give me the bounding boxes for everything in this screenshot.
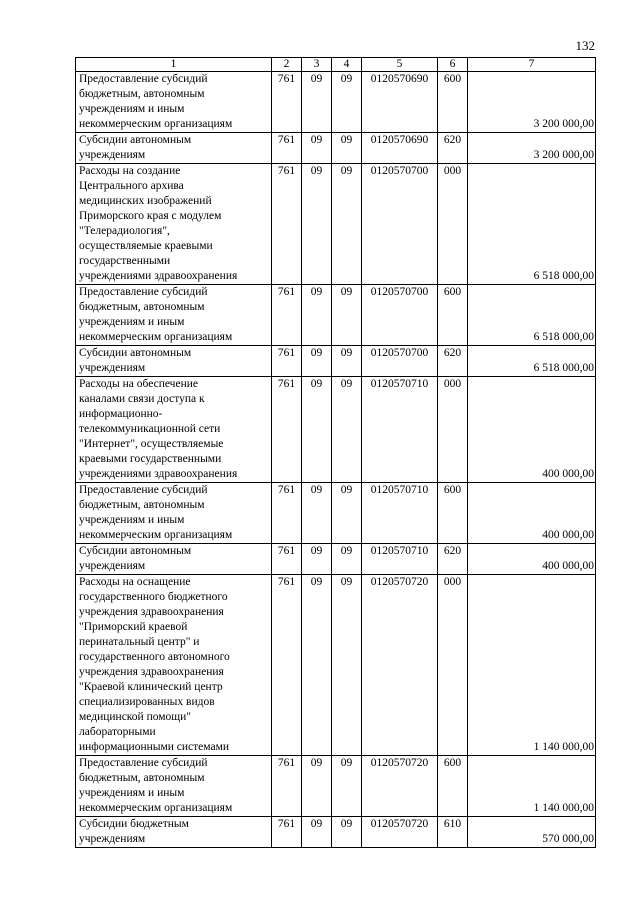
target-article-code-cell: 0120570690 [362,133,438,164]
ministry-code-cell: 761 [272,575,302,756]
table-row [76,756,596,817]
section-code-cell: 09 [302,544,332,575]
row-name-cell: Субсидии автономным учреждениям [76,544,272,575]
subsection-code-cell: 09 [332,133,362,164]
table-row [76,544,596,575]
amount-cell: 1 140 000,00 [468,575,596,756]
page-number: 132 [575,38,595,53]
section-code-cell: 09 [302,756,332,817]
amount-cell: 3 200 000,00 [468,133,596,164]
header-row [76,58,596,72]
header-cell: 3 [302,58,332,72]
subsection-code-cell: 09 [332,483,362,544]
header-cell: 7 [468,58,596,72]
ministry-code-cell: 761 [272,164,302,285]
target-article-code-cell: 0120570710 [362,377,438,483]
ministry-code-cell: 761 [272,133,302,164]
table-row [76,817,596,848]
expense-type-code-cell: 000 [438,377,468,483]
expense-type-code-cell: 600 [438,483,468,544]
ministry-code-cell: 761 [272,72,302,133]
budget-table [75,57,596,848]
target-article-code-cell: 0120570720 [362,575,438,756]
amount-cell: 400 000,00 [468,377,596,483]
expense-type-code-cell: 000 [438,164,468,285]
amount-cell: 400 000,00 [468,544,596,575]
table-row [76,377,596,483]
section-code-cell: 09 [302,575,332,756]
section-code-cell: 09 [302,377,332,483]
target-article-code-cell: 0120570710 [362,483,438,544]
header-cell: 1 [76,58,272,72]
section-code-cell: 09 [302,133,332,164]
subsection-code-cell: 09 [332,817,362,848]
subsection-code-cell: 09 [332,756,362,817]
header-cell: 5 [362,58,438,72]
target-article-code-cell: 0120570700 [362,164,438,285]
row-name-cell: Субсидии автономным учреждениям [76,133,272,164]
amount-cell: 1 140 000,00 [468,756,596,817]
expense-type-code-cell: 000 [438,575,468,756]
expense-type-code-cell: 620 [438,544,468,575]
amount-cell: 400 000,00 [468,483,596,544]
subsection-code-cell: 09 [332,544,362,575]
row-name-cell: Расходы на обеспечение каналами связи доступа к информационно- телекоммуникационной сети "Интернет", осуществляемые краевыми государственными учреждениями здравоохранения [76,377,272,483]
section-code-cell: 09 [302,483,332,544]
ministry-code-cell: 761 [272,817,302,848]
amount-cell: 570 000,00 [468,817,596,848]
section-code-cell: 09 [302,285,332,346]
row-name-cell: Расходы на создание Центрального архива медицинских изображений Приморского края с модулем "Телерадиология", осуществляемые краевыми государственными учреждениями здравоохранения [76,164,272,285]
amount-cell: 6 518 000,00 [468,164,596,285]
target-article-code-cell: 0120570720 [362,756,438,817]
subsection-code-cell: 09 [332,575,362,756]
table-row [76,133,596,164]
table-row [76,483,596,544]
ministry-code-cell: 761 [272,285,302,346]
target-article-code-cell: 0120570700 [362,346,438,377]
ministry-code-cell: 761 [272,756,302,817]
target-article-code-cell: 0120570700 [362,285,438,346]
expense-type-code-cell: 600 [438,285,468,346]
section-code-cell: 09 [302,817,332,848]
table-row [76,72,596,133]
row-name-cell: Расходы на оснащение государственного бюджетного учреждения здравоохранения "Приморский краевой перинатальный центр" и государственного автономного учреждения здравоохранения "Краевой клинический центр специализированных видов медицинской помощи" лабораторными информационными системами [76,575,272,756]
ministry-code-cell: 761 [272,346,302,377]
ministry-code-cell: 761 [272,377,302,483]
row-name-cell: Предоставление субсидий бюджетным, автономным учреждениям и иным некоммерческим организациям [76,72,272,133]
target-article-code-cell: 0120570710 [362,544,438,575]
row-name-cell: Предоставление субсидий бюджетным, автономным учреждениям и иным некоммерческим организациям [76,285,272,346]
subsection-code-cell: 09 [332,346,362,377]
amount-cell: 6 518 000,00 [468,285,596,346]
amount-cell: 6 518 000,00 [468,346,596,377]
table-row [76,164,596,285]
row-name-cell: Предоставление субсидий бюджетным, автономным учреждениям и иным некоммерческим организациям [76,483,272,544]
expense-type-code-cell: 620 [438,346,468,377]
table-row [76,285,596,346]
subsection-code-cell: 09 [332,377,362,483]
target-article-code-cell: 0120570690 [362,72,438,133]
section-code-cell: 09 [302,72,332,133]
expense-type-code-cell: 620 [438,133,468,164]
table-row [76,575,596,756]
expense-type-code-cell: 600 [438,756,468,817]
header-cell: 6 [438,58,468,72]
subsection-code-cell: 09 [332,285,362,346]
section-code-cell: 09 [302,164,332,285]
amount-cell: 3 200 000,00 [468,72,596,133]
section-code-cell: 09 [302,346,332,377]
table-body [76,72,596,848]
ministry-code-cell: 761 [272,544,302,575]
subsection-code-cell: 09 [332,164,362,285]
subsection-code-cell: 09 [332,72,362,133]
target-article-code-cell: 0120570720 [362,817,438,848]
table-row [76,346,596,377]
header-cell: 2 [272,58,302,72]
header-cell: 4 [332,58,362,72]
expense-type-code-cell: 600 [438,72,468,133]
row-name-cell: Субсидии автономным учреждениям [76,346,272,377]
expense-type-code-cell: 610 [438,817,468,848]
row-name-cell: Субсидии бюджетным учреждениям [76,817,272,848]
ministry-code-cell: 761 [272,483,302,544]
row-name-cell: Предоставление субсидий бюджетным, автономным учреждениям и иным некоммерческим организациям [76,756,272,817]
